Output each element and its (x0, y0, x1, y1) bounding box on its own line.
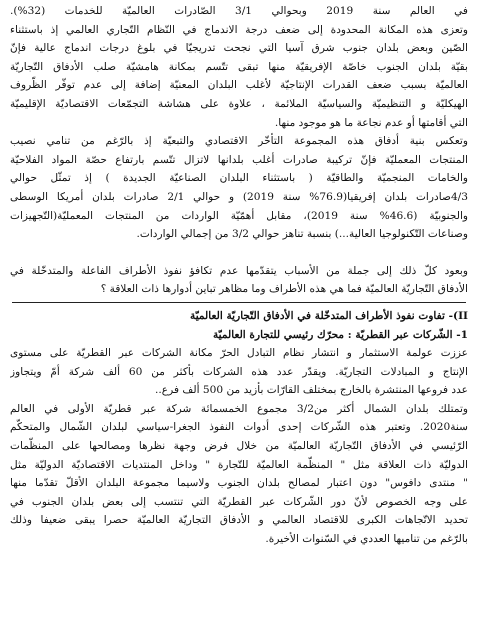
paragraph-spacer (10, 244, 468, 262)
text-line: وصناعات التّكنولوجيا العالية...) بنسبة تناهز حوالي 3/2 من إجمالي الواردات. (136, 228, 468, 241)
section-heading: II)- تفاوت نفوذ الأطراف المتدخّلة في الأدفاق التّجاريّة العالميّة (190, 309, 468, 322)
text-line: الإنتاج و المبادلات التجاريّة. ويقدّر عدد هذه الشركات بأكثر من 60 ألف شركة أمّ ويتجاوز (10, 365, 468, 378)
section-divider (12, 302, 466, 303)
text-line: الرّئيسي في الأدفاق التّجاريّة العالميّة من خلال فرض وجهة نظرها ومصالحها على المنظّمات (10, 440, 468, 453)
text-line: التي أقامتها أو عدم نجاعة ما هو موجود منها. (274, 116, 468, 129)
text-line: الصّين وبعض بلدان جنوب شرق آسيا التي نجحت تدريجيّا في بلوغ درجات اندماج عالية فإنّ (10, 42, 468, 55)
text-line: والخامات المنجميّة والطاقيّة ( باستثناء البلدان الصناعيّة الجديدة ) إذ تمثّل حوالي (10, 172, 468, 185)
text-line: " منتدى دافوس" دون اعتبار لمصالح بلدان الجنوب ولاسيما مجموعة البلدان الأقلّ تقدّما منها (10, 477, 468, 490)
paragraph-1 (10, 2, 468, 132)
text-line: الأدفاق التّجاريّة العالميّة فما هي هذه الأطراف وما مظاهر تباين أدوارها ذات العلاقة ؟ (100, 283, 468, 296)
paragraph-3 (10, 262, 468, 299)
text-line: الهيكليّة و التنظيميّة والسياسيّة الملائمة ، علاوة على هشاشة التجمّعات الاقتصاديّة الإقليميّة (10, 97, 468, 110)
paragraph-2 (10, 132, 468, 244)
text-line: بقيّة بلدان الجنوب خاصّة الإفريقيّة منها تبقى تتّسم بمكانة هامشيّة صلب الأدفاق التّجاريّة (10, 60, 468, 73)
text-line: على وجه الخصوص لأنّ دور الشّركات عبر القطريّة التي تنتسب إلى بعض بلدان الجنوب في (10, 495, 468, 508)
text-line: تحديد الاتّجاهات الكبرى للاقتصاد العالمي و الأدفاق التجاريّة العالميّة حصرا يبقى ضعيفا وذلك (10, 514, 468, 527)
section-paragraph-1 (10, 344, 468, 400)
section-paragraph-2 (10, 400, 468, 549)
text-line: وتعكس بنية أدفاق هذه المجموعة التأخّر الاقتصادي والتبعيّة إذ بالرّغم من تنامي نصيب (10, 135, 468, 148)
text-line: عززت عولمة الاستثمار و انتشار نظام التبادل الحرّ مكانة الشركات عبر القطريّة على مستوى (10, 347, 468, 360)
text-line: والجنوبيّة (46.6% سنة 2019)، مقابل أهمّيّة الواردات من المنتجات المعمليّة(التّجهيزات (10, 209, 468, 222)
text-line: بالرّغم من تناميها العددي في السّنوات الأخيرة. (265, 533, 468, 546)
section-subheading: 1- الشّركات عبر القطريّة : محرّك رئيسي للتجارة العالميّة (213, 328, 468, 341)
text-line: العالميّة بسبب ضعف القدرات الإنتاجيّة لأغلب البلدان المعنيّة إضافة إلى عدم توفّر الظّروف (10, 79, 468, 92)
text-line: وتمتلك بلدان الشمال أكثر من3/2 مجموع الخمسمائة شركة عبر قطريّة الأولى في العالم (10, 402, 468, 415)
section-2 (10, 307, 468, 549)
text-line: وبعود كلّ ذلك إلى جملة من الأسباب يتقدّمها عدم تكافؤ نفوذ الأطراف الفاعلة والمتدخّلة في (10, 264, 468, 277)
text-line: عدد فروعها المنتشرة بالخارج بمختلف القارّات بأزيد من 500 ألف فرع.. (155, 384, 468, 397)
text-line: سنة2020. وتعتبر هذه الشّركات إحدى أدوات النفوذ الجغرا-سياسي لبلدان الشّمال والمتحكّم (10, 421, 468, 434)
text-line: 4/3صادرات بلدان إفريقيا(76.9% سنة 2019) و حوالي 2/1 صادرات بلدان أمريكا الوسطى (10, 190, 468, 203)
text-line: المنتجات المعمليّة فإنّ تركيبة صادرات أغلب بلدانها لاتزال تتّسم بارتفاع حصّة المواد الفلاحيّة (10, 153, 468, 166)
text-line: وتعزى هذه المكانة المحدودة إلى ضعف درجة الاندماج في النّظام التّجاري العالمي إذ باستثناء (10, 23, 468, 36)
text-line: الدوليّة ذات العلاقة مثل " المنظّمة العالميّة للتّجارة " وداخل المنتديات الاقتصاديّة الدوليّة مثل (10, 458, 468, 471)
text-line: في العالم سنة 2019 وبحوالي 3/1 الصّادرات العالميّة للخدمات (32%). (10, 5, 468, 17)
